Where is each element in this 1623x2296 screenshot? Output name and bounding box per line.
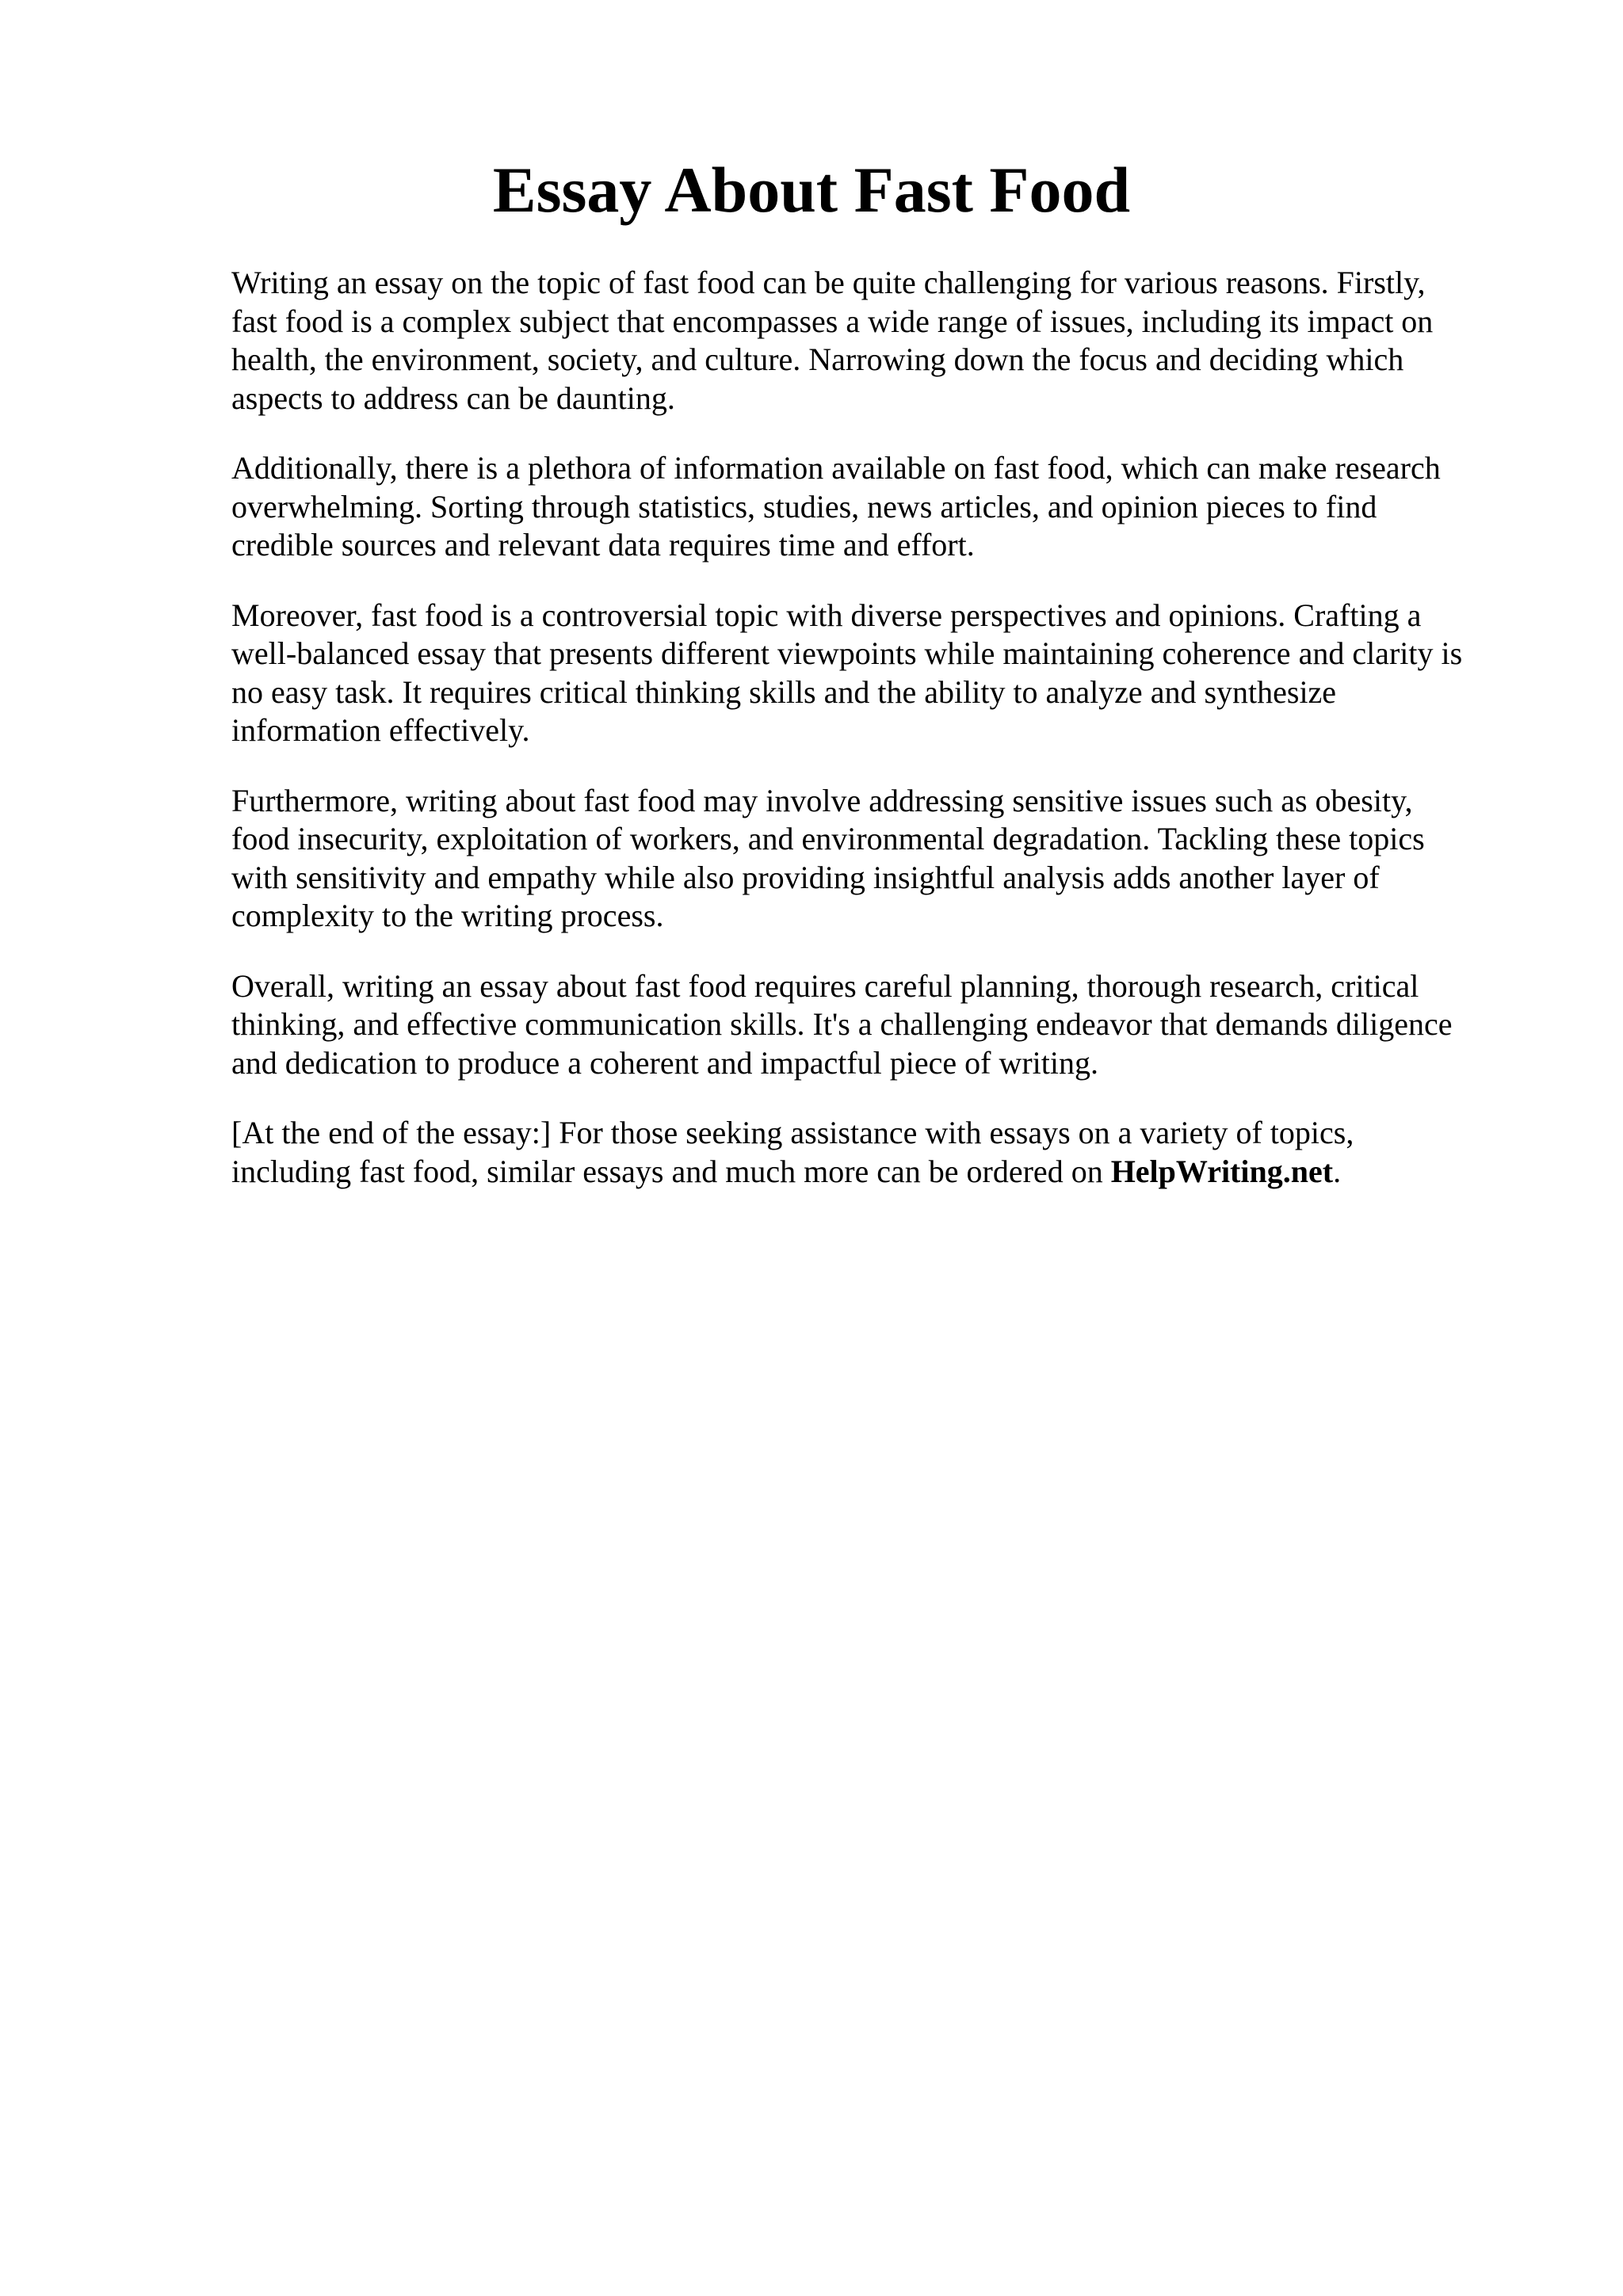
text-line: [At the end of the essay:] For those seeking assistance with essays on a variety of topics, (231, 1115, 1354, 1150)
text-line: thinking, and effective communication skills. It's a challenging endeavor that demands diligence (231, 1006, 1453, 1042)
essay-title: Essay About Fast Food (492, 154, 1131, 226)
text-line: and dedication to produce a coherent and impactful piece of writing. (231, 1044, 1099, 1081)
text-line: food insecurity, exploitation of workers, and environmental degradation. Tackling these topics (231, 821, 1425, 856)
text-line: health, the environment, society, and culture. Narrowing down the focus and deciding which (231, 341, 1404, 377)
closing-period: . (1333, 1153, 1342, 1189)
text-line: no easy task. It requires critical thinking skills and the ability to analyze and synthesize (231, 673, 1337, 710)
text-line: Writing an essay on the topic of fast food can be quite challenging for various reasons. Firstly, (231, 265, 1426, 300)
text-line: complexity to the writing process. (231, 898, 664, 933)
paragraph-2 (231, 449, 1515, 565)
text-line: aspects to address can be daunting. (231, 379, 675, 416)
closing-paragraph (231, 1114, 1515, 1191)
text-line: fast food is a complex subject that encompasses a wide range of issues, including its impact on (231, 303, 1434, 339)
essay-body (231, 264, 1515, 1222)
text-line: information effectively. (231, 712, 530, 748)
text-line: overwhelming. Sorting through statistics, studies, news articles, and opinion pieces to find (231, 488, 1377, 524)
text-line: Overall, writing an essay about fast food requires careful planning, thorough research, critical (231, 967, 1419, 1004)
paragraph-3 (231, 597, 1515, 750)
text-line: Additionally, there is a plethora of information available on fast food, which can make research (231, 450, 1441, 486)
closing-text: including fast food, similar essays and much more can be ordered on (231, 1153, 1103, 1189)
text-line: with sensitivity and empathy while also providing insightful analysis adds another layer of (231, 859, 1380, 895)
paragraph-4 (231, 782, 1515, 936)
text-line: well-balanced essay that presents different viewpoints while maintaining coherence and clarity is (231, 635, 1463, 671)
text-line: Moreover, fast food is a controversial topic with diverse perspectives and opinions. Crafting a (231, 597, 1422, 633)
text-line: Furthermore, writing about fast food may involve addressing sensitive issues such as obesity, (231, 782, 1413, 818)
paragraph-5 (231, 967, 1515, 1083)
text-line (231, 1153, 1515, 1192)
text-line: credible sources and relevant data requires time and effort. (231, 527, 975, 563)
paragraph-1 (231, 264, 1515, 418)
helpwriting-link[interactable]: HelpWriting.net (1110, 1153, 1334, 1189)
